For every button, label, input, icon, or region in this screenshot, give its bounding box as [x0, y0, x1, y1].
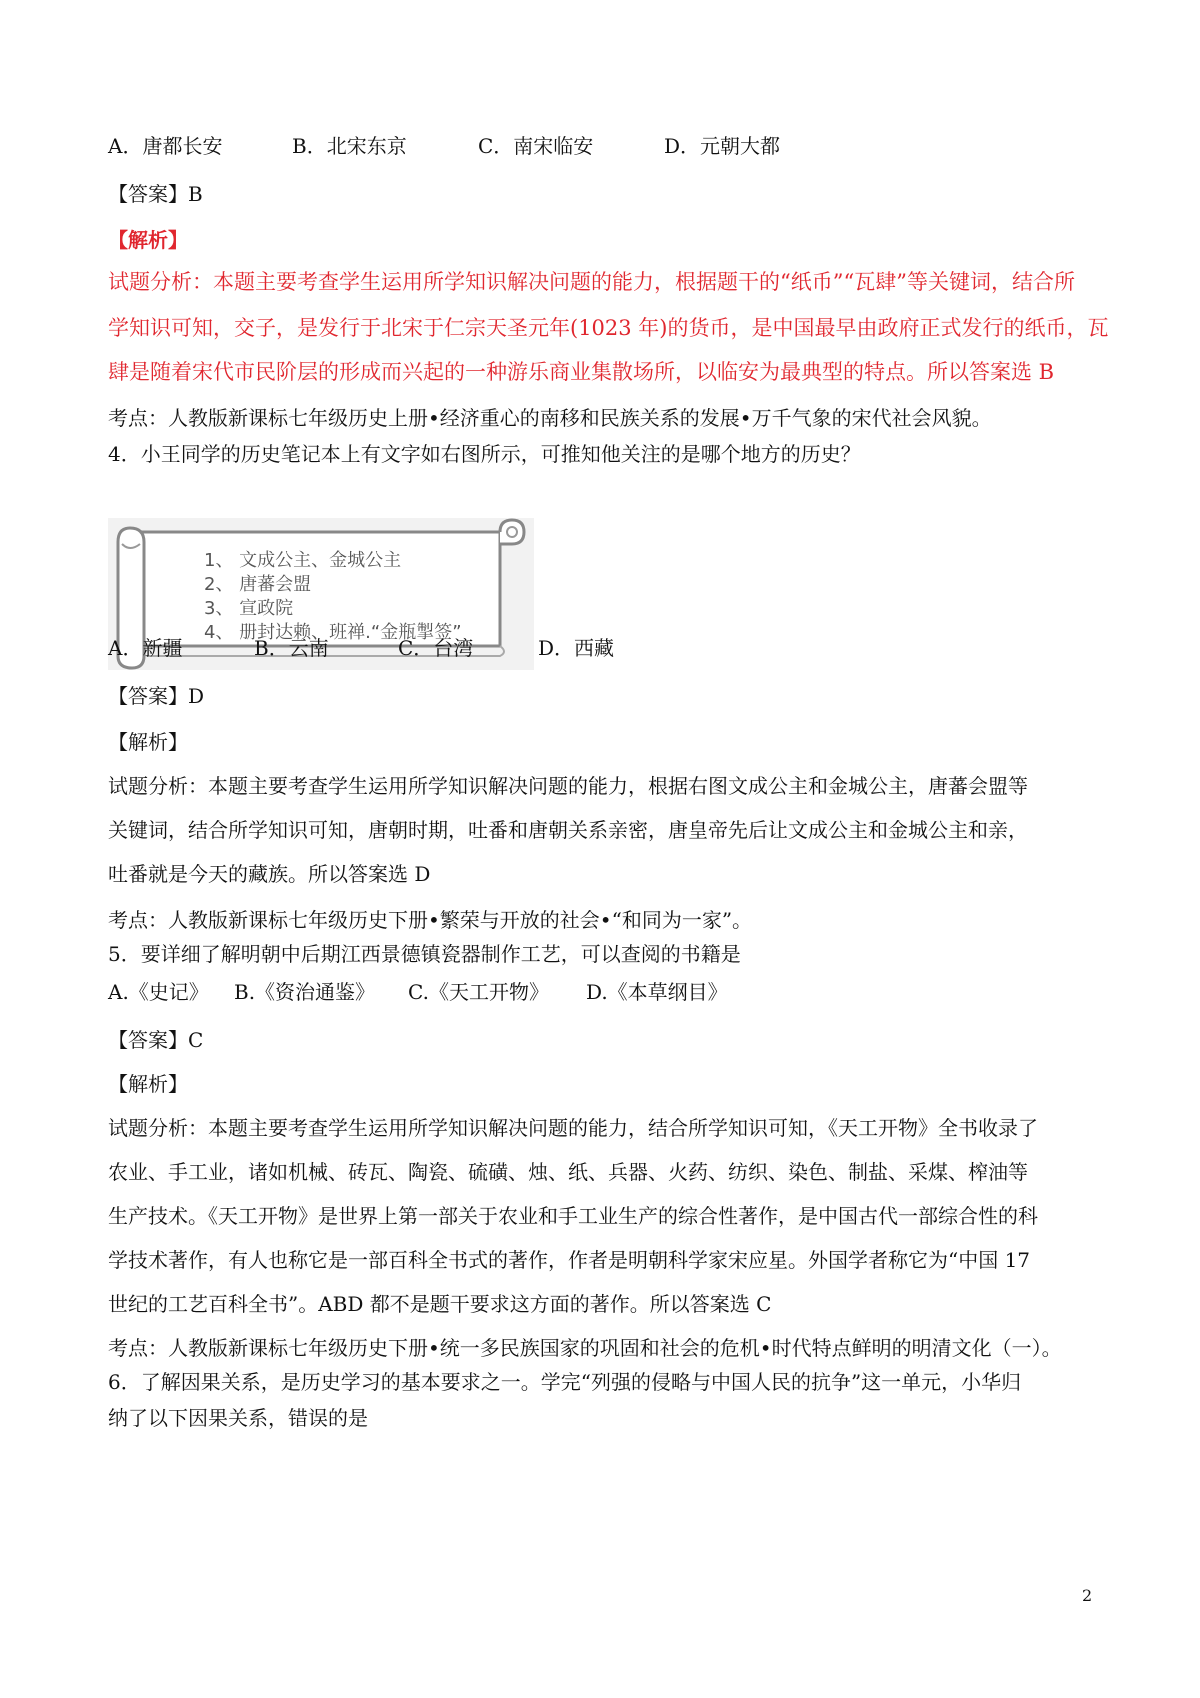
q4-answer: 【答案】D	[108, 684, 205, 708]
q4-analysis-line: 关键词，结合所学知识可知，唐朝时期，吐番和唐朝关系亲密，唐皇帝先后让文成公主和金城公主和亲，	[108, 818, 1028, 842]
q4-options	[108, 634, 808, 662]
q6-stem-line: 6．了解因果关系，是历史学习的基本要求之一。学完“列强的侵略与中国人民的抗争”这一单元，小华归	[108, 1370, 1022, 1394]
option-d: D.《本草纲目》	[586, 980, 728, 1004]
q4-stem: 4．小王同学的历史笔记本上有文字如右图所示，可推知他关注的是哪个地方的历史？	[108, 442, 861, 466]
page-number: 2	[1082, 1586, 1093, 1605]
scroll-item: 3、 宣政院	[204, 598, 294, 619]
q4-kaodian: 考点：人教版新课标七年级历史下册•繁荣与开放的社会•“和同为一家”。	[108, 908, 753, 932]
q4-analysis-heading: 【解析】	[108, 730, 188, 754]
option-c: C.《天工开物》	[408, 980, 549, 1004]
q3-analysis-line: 学知识可知，交子，是发行于北宋于仁宗天圣元年(1023 年)的货币，是中国最早由政府正式发行的纸币，瓦	[108, 316, 1109, 340]
option-b: B．云南	[254, 636, 329, 660]
q5-kaodian: 考点：人教版新课标七年级历史下册•统一多民族国家的巩固和社会的危机•时代特点鲜明的明清文化（一）。	[108, 1336, 1062, 1360]
q3-analysis-line: 肆是随着宋代市民阶层的形成而兴起的一种游乐商业集散场所，以临安为最典型的特点。所以答案选 B	[108, 360, 1055, 384]
option-c: C．南宋临安	[478, 134, 594, 158]
q5-analysis-heading: 【解析】	[108, 1072, 188, 1096]
option-b: B.《资治通鉴》	[234, 980, 376, 1004]
q5-analysis-line: 农业、手工业，诸如机械、砖瓦、陶瓷、硫磺、烛、纸、兵器、火药、纺织、染色、制盐、采煤、榨油等	[108, 1160, 1028, 1184]
q4-analysis-line: 吐番就是今天的藏族。所以答案选 D	[108, 862, 431, 886]
q5-options	[108, 978, 908, 1006]
q5-analysis-line: 学技术著作，有人也称它是一部百科全书式的著作，作者是明朝科学家宋应星。外国学者称它为“中国 17	[108, 1248, 1031, 1272]
q5-analysis-line: 生产技术。《天工开物》是世界上第一部关于农业和手工业生产的综合性著作，是中国古代一部综合性的科	[108, 1204, 1038, 1228]
option-d: D．元朝大都	[664, 134, 781, 158]
q5-analysis-line: 试题分析：本题主要考查学生运用所学知识解决问题的能力，结合所学知识可知，《天工开物》全书收录了	[108, 1116, 1038, 1140]
scroll-item: 1、 文成公主、金城公主	[204, 550, 402, 571]
q3-answer: 【答案】B	[108, 182, 203, 206]
q3-kaodian: 考点：人教版新课标七年级历史上册•经济重心的南移和民族关系的发展•万千气象的宋代社会风貌。	[108, 406, 992, 430]
q5-answer: 【答案】C	[108, 1028, 204, 1052]
scroll-item: 4、 册封达赖、班禅.“金瓶掣签”	[204, 622, 462, 643]
q3-analysis-line: 试题分析：本题主要考查学生运用所学知识解决问题的能力，根据题干的“纸币”“瓦肆”等关键词，结合所	[108, 270, 1075, 294]
option-a: A．唐都长安	[108, 134, 223, 158]
option-a: A.《史记》	[108, 980, 209, 1004]
q3-analysis-heading: 【解析】	[108, 228, 188, 252]
q6-stem-line: 纳了以下因果关系，错误的是	[108, 1406, 368, 1430]
q5-analysis-line: 世纪的工艺百科全书”。ABD 都不是题干要求这方面的著作。所以答案选 C	[108, 1292, 772, 1316]
option-b: B．北宋东京	[292, 134, 407, 158]
option-d: D．西藏	[538, 636, 615, 660]
scroll-item: 2、 唐蕃会盟	[204, 574, 312, 595]
q4-analysis-line: 试题分析：本题主要考查学生运用所学知识解决问题的能力，根据右图文成公主和金城公主，唐蕃会盟等	[108, 774, 1028, 798]
q5-stem: 5．要详细了解明朝中后期江西景德镇瓷器制作工艺，可以查阅的书籍是	[108, 942, 741, 966]
option-a: A．新疆	[108, 636, 183, 660]
q3-options	[108, 132, 1008, 160]
option-c: C．台湾	[398, 636, 474, 660]
